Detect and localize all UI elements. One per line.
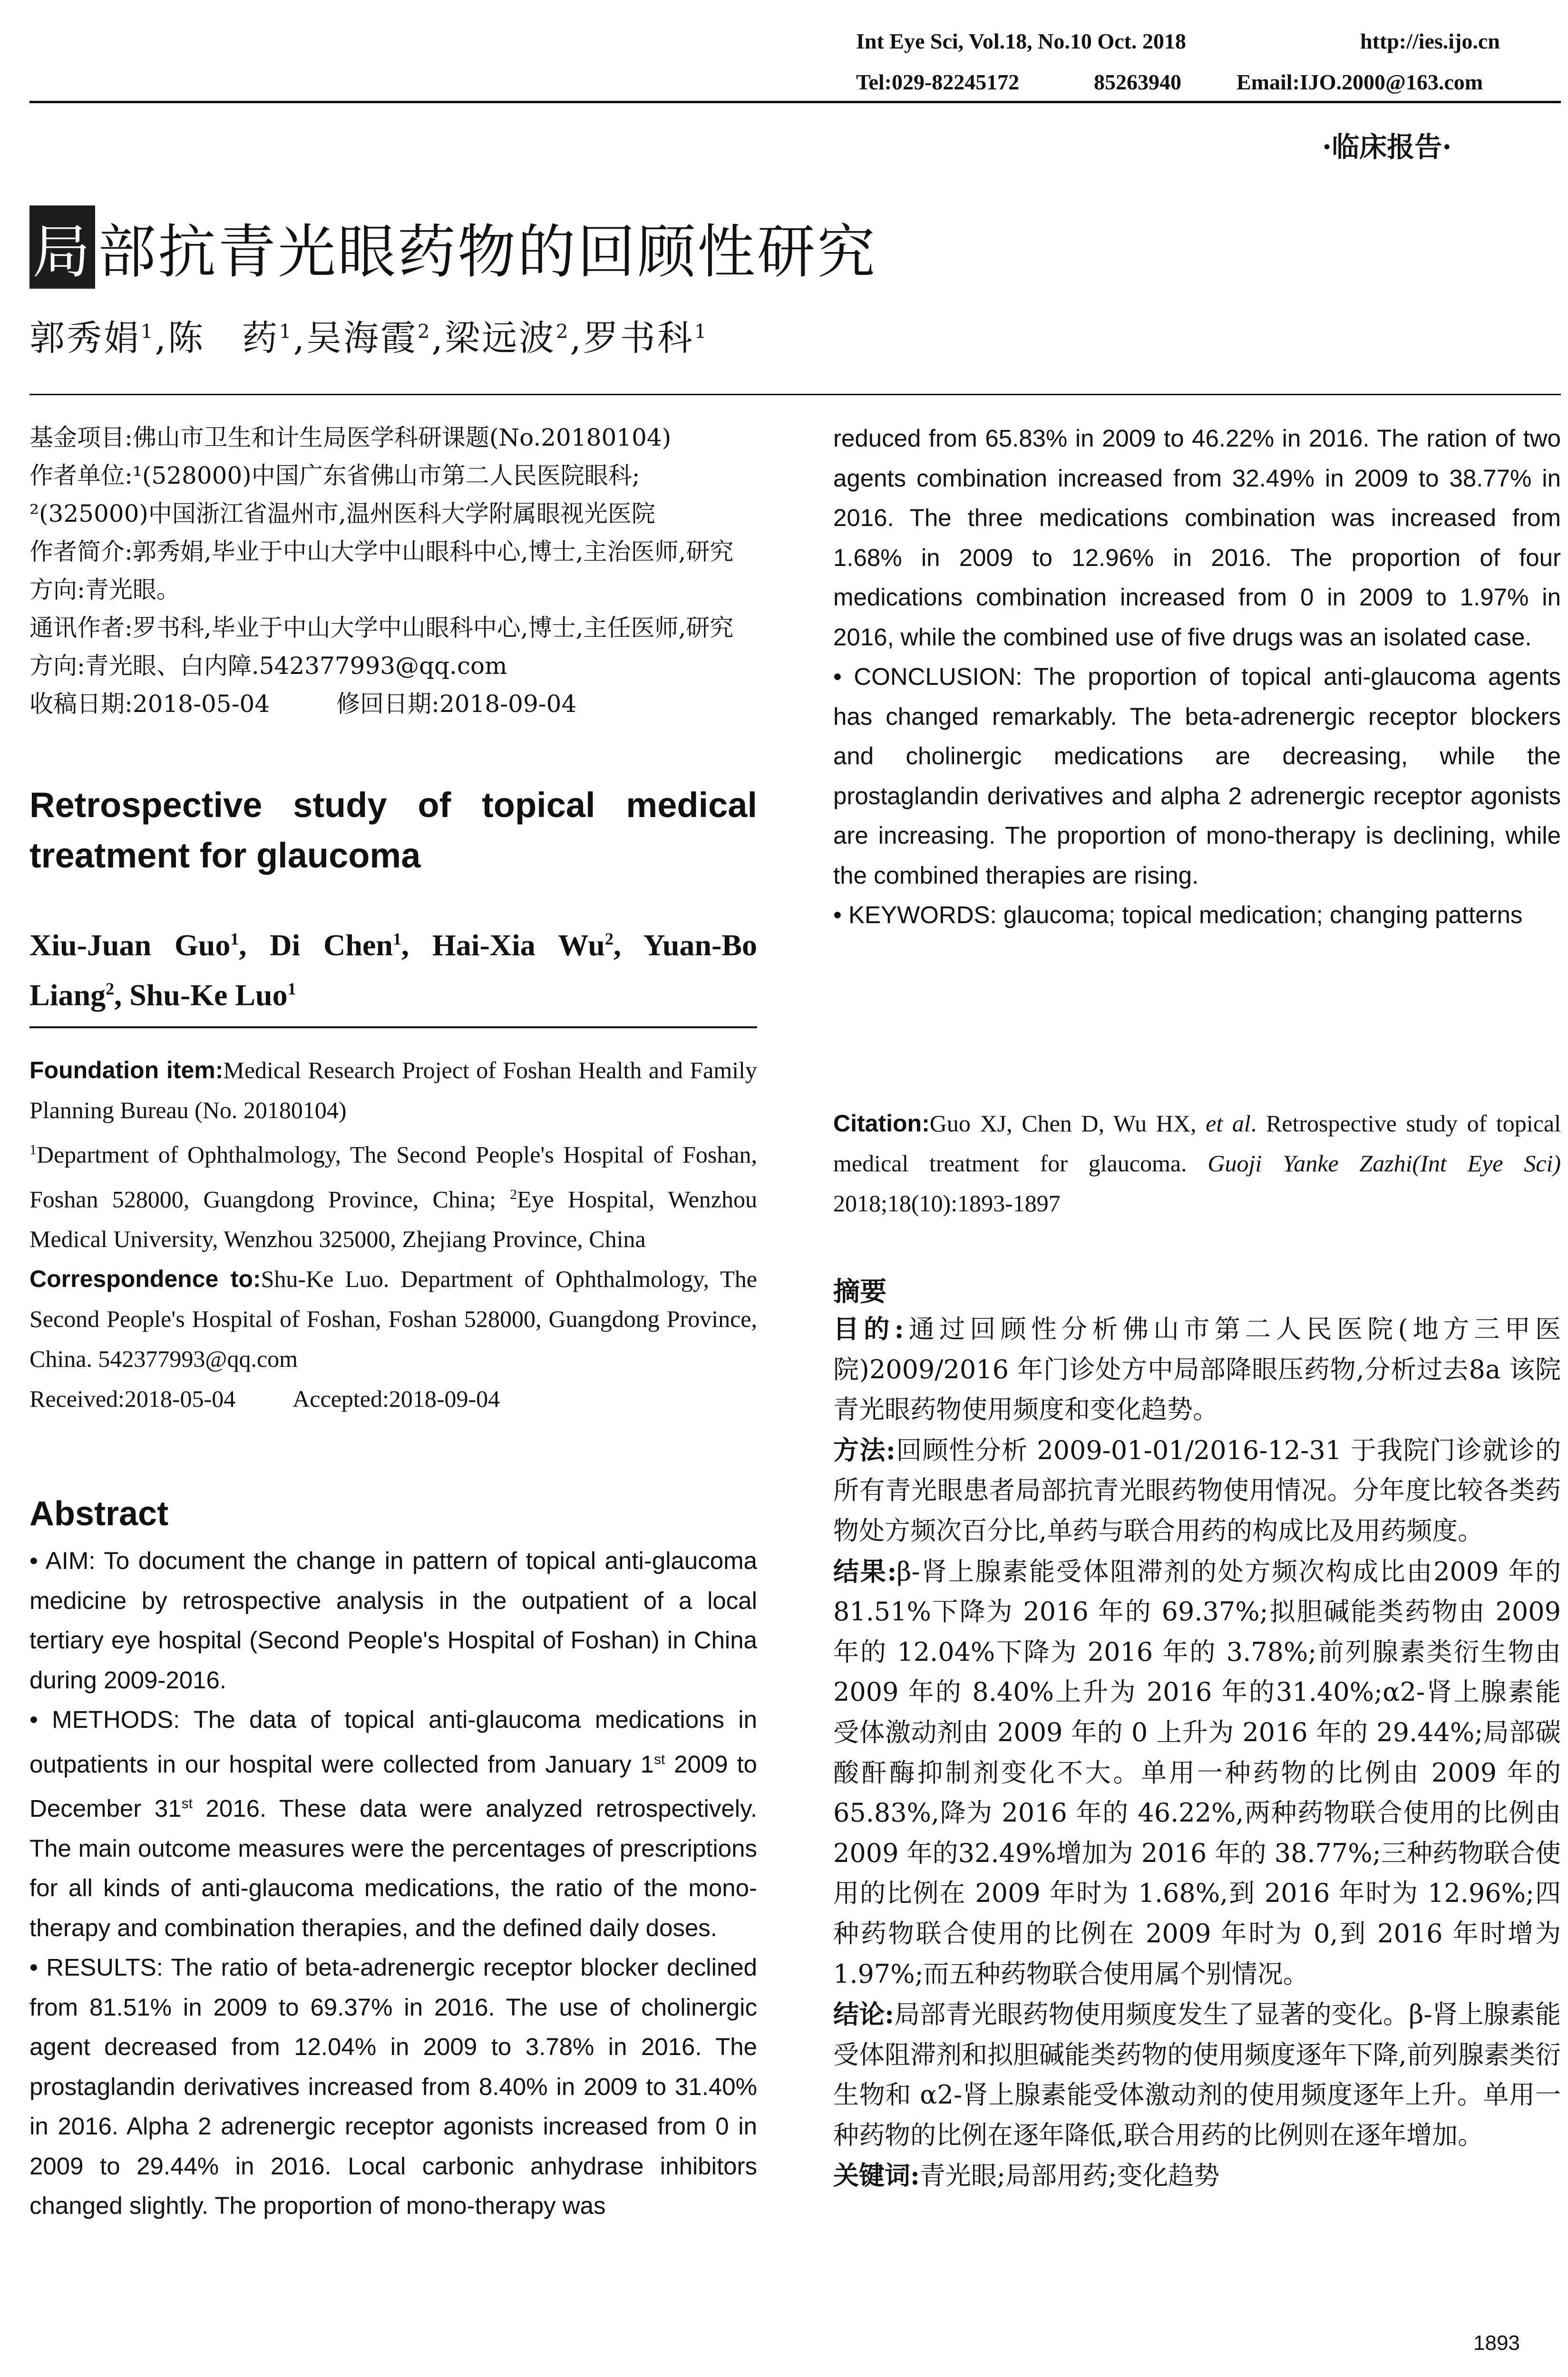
author-en-5-aff: 1	[287, 979, 296, 999]
abstract-aim: • AIM: To document the change in pattern of topical anti-glaucoma medicine by retrospective analysis in the outpatient of a local tertiary eye hospital (Second People's Hospital of Foshan) in China during 2009-2016.	[29, 1547, 757, 1694]
citation-text-a: Guo XJ, Chen D, Wu HX,	[929, 1110, 1206, 1137]
corr-label: Correspondence to:	[29, 1266, 261, 1293]
cn-meta	[29, 419, 757, 723]
cn-method-text: 回顾性分析 2009-01-01/2016-12-31 于我院门诊就诊的所有青光眼患者局部抗青光眼药物使用情况。分年度比较各类药物处方频次百分比,单药与联合用药的构成比及用药频度。	[833, 1435, 1561, 1546]
en-foundation	[29, 1050, 757, 1130]
cn-unit-1: 作者单位:¹(528000)中国广东省佛山市第二人民医院眼科;	[29, 462, 640, 489]
journal-email: Email:IJO.2000@163.com	[1237, 70, 1483, 94]
journal-url: http://ies.ijo.cn	[1360, 29, 1500, 53]
cn-dates	[29, 685, 757, 723]
cn-method	[833, 1430, 1561, 1551]
cn-method-label: 方法:	[833, 1434, 896, 1465]
cn-correspondence: 通讯作者:罗书科,毕业于中山大学中山眼科中心,博士,主任医师,研究方向:青光眼、白内障.542377993@qq.com	[29, 614, 734, 680]
en-authors: Xiu-Juan Guo$^1$, Di Chen$^1$, Hai-Xia Wu$^2$, Yuan-Bo Liang$^2$, Shu-Ke Luo$^1$	[29, 928, 758, 1012]
en-meta	[29, 1050, 757, 1419]
abstract-continued	[833, 419, 1561, 935]
cn-received: 收稿日期:2018-05-04	[29, 690, 270, 718]
authors-cn: 郭秀娟$^1$,陈 药$^1$,吴海霞$^2$,梁远波$^2$,罗书科$^1$	[29, 318, 709, 359]
cn-conclusion-text: 局部青光眼药物使用频度发生了显著的变化。β-肾上腺素能受体阻滞剂和拟胆碱能类药物的使用频度逐年下降,前列腺素类衍生物和 α2-肾上腺素能受体激动剂的使用频度逐年上升。单用一种药物的比例在逐年降低,联合用药的比例则在逐年增加。	[833, 1999, 1561, 2150]
en-accepted: Accepted:2018-09-04	[292, 1385, 500, 1413]
author-cn-5-aff: 1	[694, 321, 709, 343]
foundation-label: Foundation item:	[29, 1057, 224, 1083]
author-en-1-aff: 1	[230, 929, 239, 948]
author-cn-3-aff: 2	[417, 321, 432, 343]
abstract-results-cont: reduced from 65.83% in 2009 to 46.22% in 2016. The ration of two agents combination increased from 32.49% in 2009 to 38.77% in 2016. The three medications combination was increased from 1.68% in 2009 to 12.96% in 2016. The proportion of four medications combination increased from 0 in 2009 to 1.97% in 2016, while the combined use of five drugs was an isolated case.	[833, 425, 1561, 651]
en-authors-rule	[29, 1026, 757, 1028]
title-first-char: 局	[29, 205, 95, 289]
abstract-methods	[29, 1700, 757, 1948]
dept2-sup: 2	[510, 1186, 517, 1202]
cn-keywords	[833, 2155, 1561, 2196]
journal-tel2: 85263940	[1094, 70, 1181, 94]
methods-sup-2: st	[181, 1796, 193, 1812]
author-en-4: Yuan-Bo Liang	[29, 928, 758, 1012]
citation-etal: et al	[1206, 1110, 1251, 1137]
abstract-keywords: • KEYWORDS: glaucoma; topical medication; changing patterns	[833, 901, 1523, 928]
methods-part-a: • METHODS: The data of topical anti-glaucoma medications in outpatients in our hospital were collected from January 1	[29, 1706, 757, 1778]
author-en-2: Di Chen	[270, 928, 393, 962]
author-cn-5: 罗书科	[583, 318, 694, 359]
citation-text-b: . Retrospective study of topical medical treatment for glaucoma.	[833, 1110, 1561, 1177]
methods-part-b: 2009 to December 31	[29, 1750, 757, 1822]
author-cn-4-aff: 2	[555, 321, 570, 343]
abstract-results: • RESULTS: The ratio of beta-adrenergic receptor blocker declined from 81.51% in 2009 to 69.37% in 2016. The use of cholinergic agent decreased from 12.04% in 2009 to 3.78% in 2016. The prostaglandin derivatives increased from 8.40% in 2009 to 31.40% in 2016. Alpha 2 adrenergic receptor agonists increased from 0 in 2009 to 29.44% in 2016. Local carbonic anhydrase inhibitors changed slightly. The proportion of mono-therapy was	[29, 1954, 757, 2219]
author-en-3: Hai-Xia Wu	[432, 928, 605, 962]
author-cn-1-aff: 1	[141, 321, 155, 343]
cn-conclusion-label: 结论:	[833, 1999, 895, 2030]
dept2-text: Eye Hospital, Wenzhou Medical University, Wenzhou 325000, Zhejiang Province, China	[29, 1186, 758, 1253]
cn-author-intro: 作者简介:郭秀娟,毕业于中山大学中山眼科中心,博士,主治医师,研究方向:青光眼。	[29, 538, 734, 604]
citation-journal: Guoji Yanke Zazhi(Int Eye Sci)	[1208, 1150, 1561, 1177]
cn-abstract-heading: 摘要	[833, 1276, 886, 1307]
journal-info: Int Eye Sci, Vol.18, No.10 Oct. 2018	[856, 29, 1186, 53]
citation-text-c: 2018;18(10):1893-1897	[833, 1190, 1061, 1217]
section-tag: ·临床报告·	[1322, 131, 1452, 163]
cn-aim-text: 通过回顾性分析佛山市第二人民医院(地方三甲医院)2009/2016 年门诊处方中局部降眼压药物,分析过去8a 该院青光眼药物使用频度和变化趋势。	[833, 1314, 1561, 1425]
en-title: Retrospective study of topical medical treatment for glaucoma	[29, 785, 757, 875]
en-received: Received:2018-05-04	[29, 1385, 236, 1413]
en-dates	[29, 1379, 757, 1419]
citation-label: Citation:	[833, 1110, 930, 1137]
cn-conclusion	[833, 1994, 1561, 2155]
title-rest: 部抗青光眼药物的回顾性研究	[98, 218, 877, 286]
cn-result	[833, 1551, 1561, 1995]
author-cn-2-aff: 1	[279, 321, 293, 343]
abstract-conclusion: • CONCLUSION: The proportion of topical anti-glaucoma agents has changed remarkably. The beta-adrenergic receptor blockers and cholinergic medications are decreasing, while the prostaglandin derivatives and alpha 2 adrenergic receptor agonists are increasing. The proportion of mono-therapy is declining, while the combined therapies are rising.	[833, 663, 1561, 889]
cn-abstract	[833, 1309, 1561, 2196]
cn-keywords-text: 青光眼;局部用药;变化趋势	[919, 2161, 1220, 2191]
author-en-4-aff: 2	[106, 979, 115, 999]
methods-sup-1: st	[654, 1751, 665, 1767]
foundation-text: Medical Research Project of Foshan Health and Family Planning Bureau (No. 20180104)	[29, 1057, 757, 1123]
cn-keywords-label: 关键词:	[833, 2160, 920, 2191]
author-cn-1: 郭秀娟	[29, 318, 141, 359]
dept1-text: Department of Ophthalmology, The Second People's Hospital of Foshan, Foshan 528000, Guangdong Province, China;	[29, 1141, 757, 1213]
cn-result-text: β-肾上腺素能受体阻滞剂的处方频次构成比由2009 年的 81.51%下降为 2016 年的 69.37%;拟胆碱能类药物由 2009 年的 12.04%下降为 2016 年的 3.78%;前列腺素类衍生物由 2009 年的 8.40%上升为 2016 年的31.40%;α2-肾上腺素能受体激动剂由 2009 年的 0 上升为 2016 年的 29.44%;局部碳酸酐酶抑制剂变化不大。单用一种药物的比例由 2009 年的 65.83%,降为 2016 年的 46.22%,两种药物联合使用的比例由 2009 年的32.49%增加为 2016 年的 38.77%;三种药物联合使用的比例在 2009 年时为 1.68%,到 2016 年时为 12.96%;四种药物联合使用的比例在 2009 年时为 0,到 2016 年时增为 1.97%;而五种药物联合使用属个别情况。	[833, 1556, 1561, 1989]
header-rule	[29, 101, 1561, 103]
cn-revised: 修回日期:2018-09-04	[336, 690, 577, 718]
cn-unit-2: ²(325000)中国浙江省温州市,温州医科大学附属眼视光医院	[29, 500, 655, 527]
cn-aim-label: 目的:	[833, 1314, 904, 1344]
page-title	[29, 205, 877, 289]
dept1-sup: 1	[29, 1142, 37, 1158]
methods-part-c: 2016. These data were analyzed retrospectively. The main outcome measures were the percentages of prescriptions for all kinds of anti-glaucoma medications, the ratio of the mono-therapy and combination therapies, and the defined daily doses.	[29, 1795, 757, 1941]
abstract-heading: Abstract	[29, 1495, 169, 1533]
author-cn-2: 陈 药	[167, 318, 279, 359]
journal-tel: Tel:029-82245172	[856, 70, 1020, 94]
cn-aim	[833, 1309, 1561, 1430]
page-number: 1893	[1473, 2331, 1520, 2355]
en-correspondence	[29, 1259, 757, 1379]
author-en-2-aff: 1	[393, 929, 401, 948]
cn-fund: 基金项目:佛山市卫生和计生局医学科研课题(No.20180104)	[29, 424, 672, 451]
title-rule	[29, 394, 1561, 395]
abstract-body	[29, 1541, 757, 2226]
citation	[833, 1103, 1561, 1223]
en-affiliations	[29, 1130, 757, 1259]
author-en-1: Xiu-Juan Guo	[29, 928, 231, 962]
author-en-3-aff: 2	[604, 929, 614, 948]
cn-result-label: 结果:	[833, 1556, 897, 1587]
author-cn-4: 梁远波	[444, 318, 556, 359]
corr-text: Shu-Ke Luo. Department of Ophthalmology, The Second People's Hospital of Foshan, Foshan 528000, Guangdong Province, China. 542377993@qq.com	[29, 1266, 757, 1373]
author-cn-3: 吴海霞	[306, 318, 418, 359]
author-en-5: Shu-Ke Luo	[129, 978, 288, 1012]
